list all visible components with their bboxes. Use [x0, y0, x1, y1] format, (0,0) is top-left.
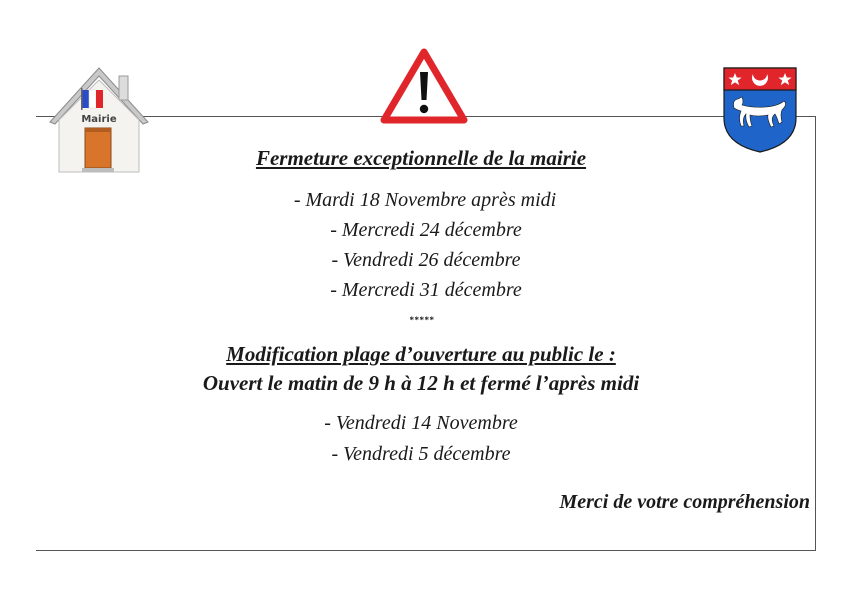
- closure-date-1: - Mardi 18 Novembre après midi: [293, 189, 557, 211]
- coat-of-arms-icon: [722, 66, 798, 154]
- frame-bottom-border: [36, 550, 816, 551]
- hours-change-title: Modification plage d’ouverture au public le :: [226, 342, 616, 366]
- thanks-message: Merci de votre compréhension: [559, 491, 810, 513]
- closure-title: Fermeture exceptionnelle de la mairie: [255, 146, 587, 170]
- warning-icon: [380, 48, 468, 126]
- hours-change-date-1: - Vendredi 14 Novembre: [324, 412, 518, 434]
- closure-date-3: - Vendredi 26 décembre: [331, 249, 521, 271]
- section-separator: *****: [409, 315, 435, 325]
- hours-change-date-2: - Vendredi 5 décembre: [331, 443, 511, 465]
- mairie-label: Mairie: [81, 114, 117, 125]
- closure-date-2: - Mercredi 24 décembre: [330, 219, 522, 241]
- closure-date-4: - Mercredi 31 décembre: [330, 279, 522, 301]
- frame-right-border: [815, 116, 816, 550]
- hours-change-subtitle: Ouvert le matin de 9 h à 12 h et fermé l’après midi: [202, 371, 640, 395]
